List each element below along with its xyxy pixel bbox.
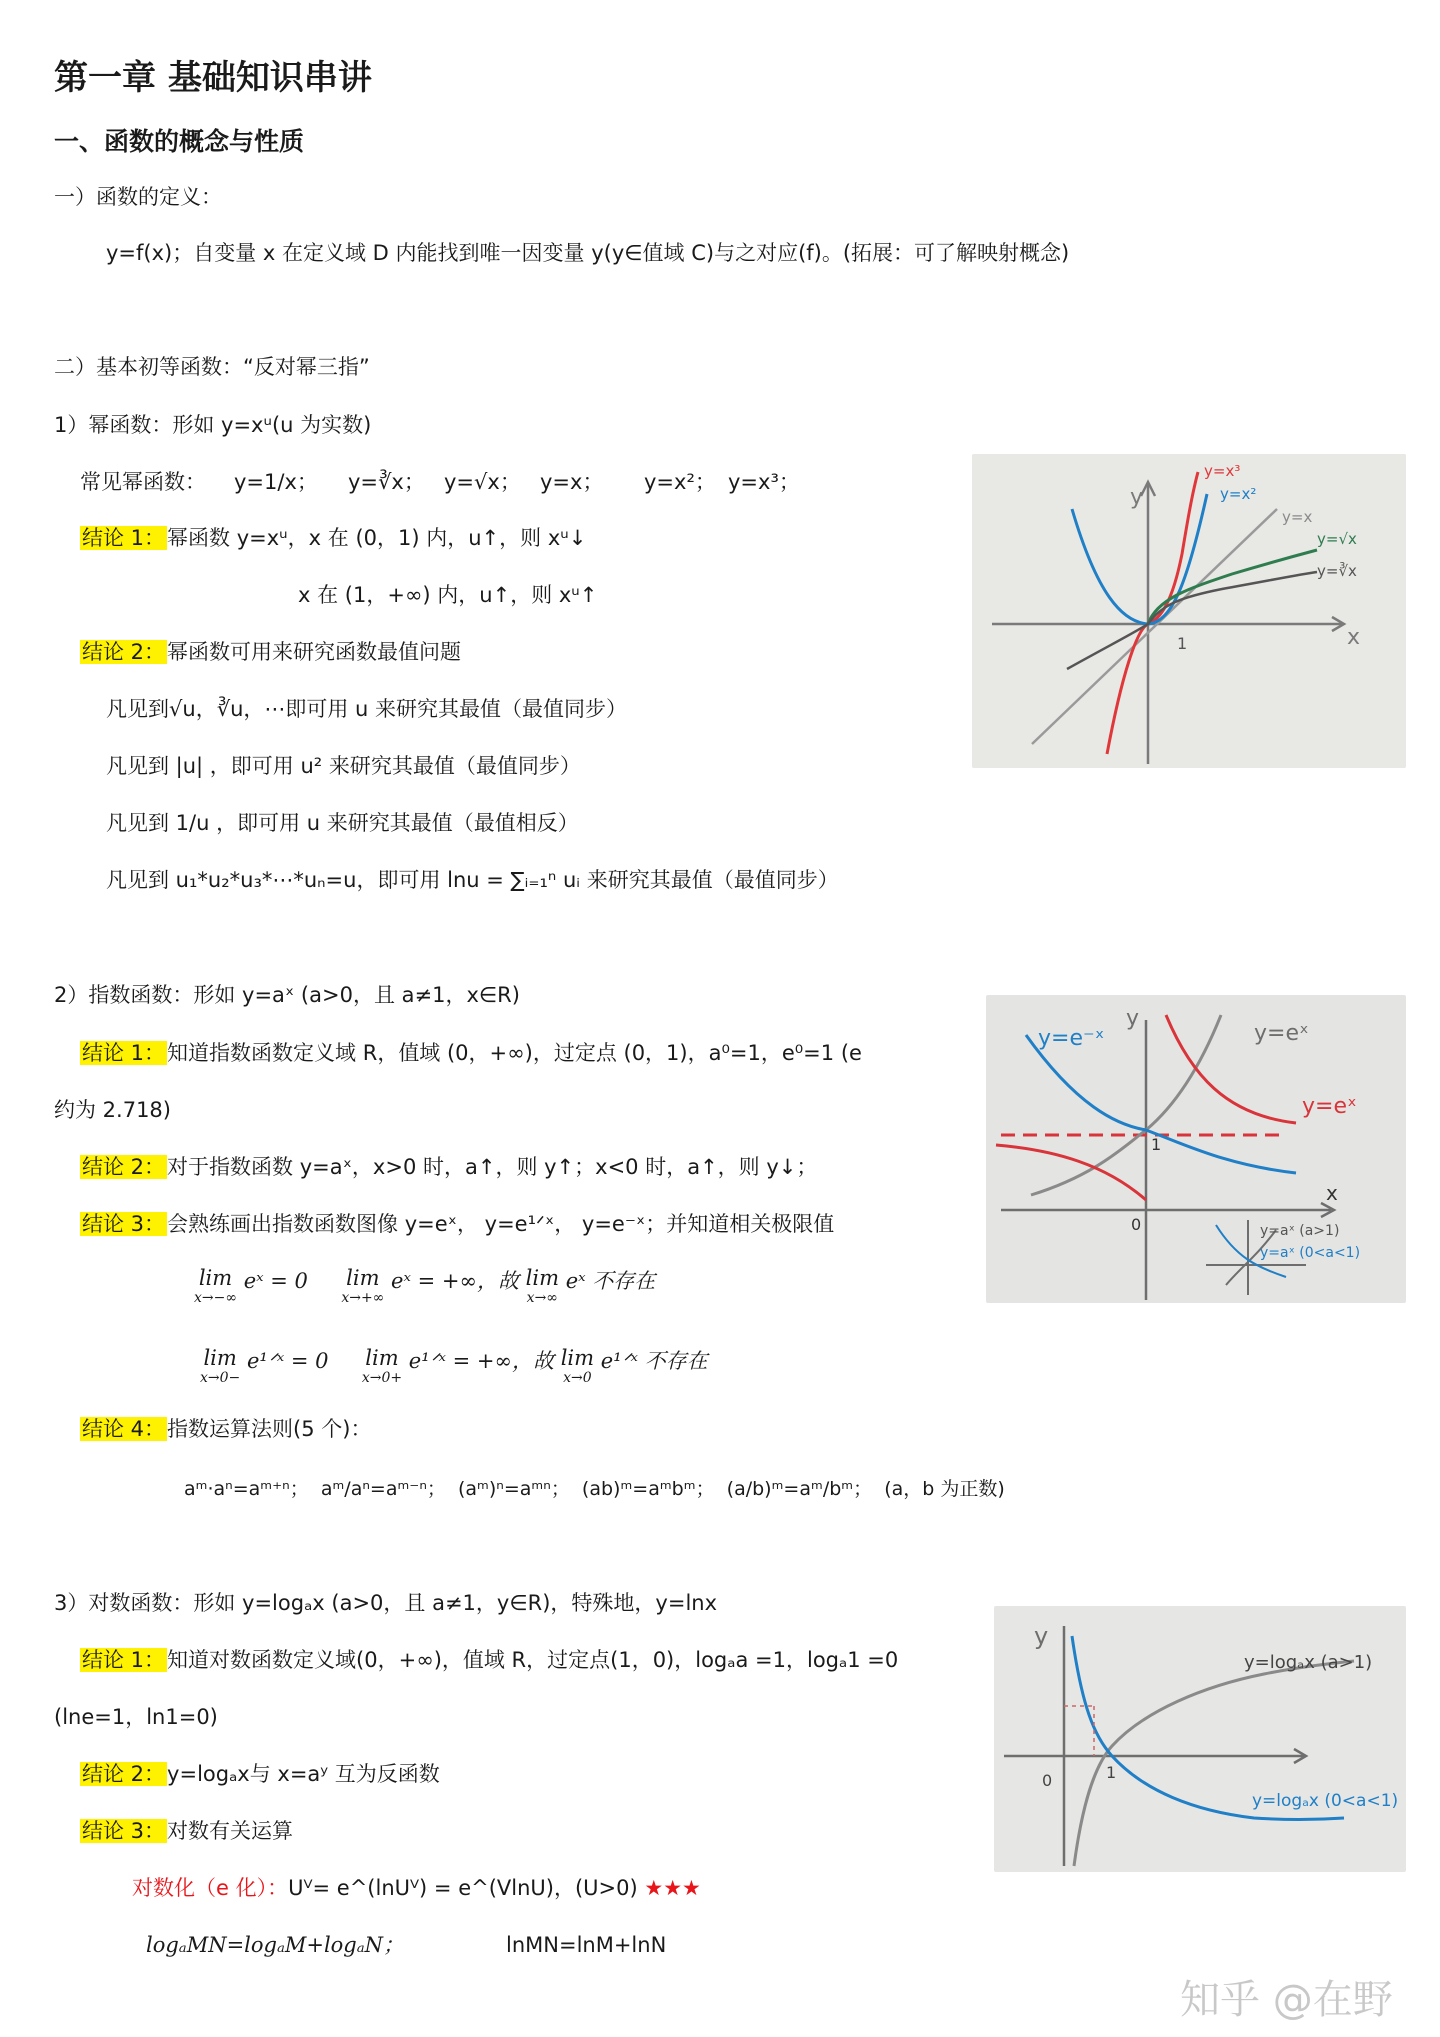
graph-label-one: 1 <box>1177 634 1188 653</box>
common-power-1: y=1/x； <box>234 470 318 494</box>
conclusion-tag: 结论 2： <box>82 640 166 664</box>
conclusion-tag: 结论 3： <box>82 1819 166 1843</box>
conclusion-tag: 结论 1： <box>82 526 166 550</box>
definition-text: y=f(x)；自变量 x 在定义域 D 内能找到唯一因变量 y(y∈值域 C)与之对应(f)。(拓展：可了解映射概念) <box>106 241 1070 265</box>
common-power-6: y=x³； <box>728 470 800 494</box>
graph-label-zero: 0 <box>1131 1215 1142 1234</box>
graph-label-inset-a-gt-1: y=aˣ (a>1) <box>1260 1223 1340 1239</box>
power-rule-2: 凡见到 |u| ，即可用 u² 来研究其最值（最值同步） <box>106 754 581 778</box>
power-function-heading: 1）幂函数：形如 y=xᵘ(u 为实数) <box>54 413 372 437</box>
limit-row-1 <box>194 1266 655 1306</box>
basic-functions-heading: 二）基本初等函数：“反对幂三指” <box>54 355 370 379</box>
graph-label-one: 1 <box>1151 1135 1162 1154</box>
conclusion-text: 对于指数函数 y=aˣ，x>0 时，a↑，则 y↑；x<0 时，a↑，则 y↓； <box>167 1155 818 1179</box>
log-conclusion-3 <box>80 1816 293 1846</box>
exp-conclusion-2 <box>80 1152 817 1182</box>
common-power-label: 常见幂函数： <box>80 470 206 494</box>
exp-rules: aᵐ·aⁿ=aᵐ⁺ⁿ； aᵐ/aⁿ=aᵐ⁻ⁿ； (aᵐ)ⁿ=aᵐⁿ； (ab)ᵐ=aᵐbᵐ； (a/b)ᵐ=aᵐ/bᵐ； (a，b 为正数) <box>184 1478 1005 1500</box>
power-rule-4: 凡见到 u₁*u₂*u₃*⋯*uₙ=u，即可用 lnu = ∑ᵢ₌₁ⁿ uᵢ 来研究其最值（最值同步） <box>106 868 839 892</box>
graph-label-y: y <box>1126 1006 1140 1031</box>
power-rule-1: 凡见到√u，∛u，⋯即可用 u 来研究其最值（最值同步） <box>106 697 628 721</box>
graph-label-inset-a-lt-1: y=aˣ (0<a<1) <box>1260 1245 1361 1261</box>
limit-value: e¹ᐟˣ = +∞，故 <box>408 1349 555 1373</box>
graph-label-e-neg-x: y=e⁻ˣ <box>1038 1026 1105 1051</box>
conclusion-tag: 结论 1： <box>82 1041 166 1065</box>
conclusion-text: 幂函数 y=xᵘ，x 在 (0，1) 内，u↑，则 xᵘ↓ <box>167 526 587 550</box>
graph-label-e-inv-x: y=eˣ <box>1302 1094 1357 1119</box>
section-heading: 一、函数的概念与性质 <box>54 127 305 156</box>
graph-label-linear: y=x <box>1282 508 1313 526</box>
limit-row-2 <box>200 1346 708 1386</box>
graph-label-y: y <box>1034 1622 1049 1650</box>
graph-label-x: x <box>1347 625 1361 650</box>
power-rule-3: 凡见到 1/u ，即可用 u 来研究其最值（最值相反） <box>106 811 579 835</box>
limit-expression: lim x→0− <box>200 1346 241 1386</box>
limit-value: eˣ 不存在 <box>565 1269 656 1293</box>
conclusion-tag: 结论 1： <box>82 1648 166 1672</box>
exp-function-graph <box>986 995 1406 1303</box>
graph-label-x: x <box>1326 1181 1338 1205</box>
graph-label-log-a-gt-1: y=logₐx (a>1) <box>1244 1652 1373 1673</box>
log-function-heading: 3）对数函数：形如 y=logₐx (a>0，且 a≠1，y∈R)，特殊地，y=lnx <box>54 1591 718 1615</box>
conclusion-text: 知道对数函数定义域(0，+∞)，值域 R，过定点(1，0)，logₐa =1，logₐ1 =0 <box>167 1648 899 1672</box>
limit-expression: lim x→0 <box>560 1346 595 1386</box>
conclusion-text: 幂函数可用来研究函数最值问题 <box>167 640 462 664</box>
limit-expression: lim x→−∞ <box>194 1266 238 1306</box>
conclusion-text: 知道指数函数定义域 R，值域 (0，+∞)，过定点 (0，1)，a⁰=1，e⁰=1 (e <box>167 1041 862 1065</box>
conclusion-tag: 结论 3： <box>82 1212 166 1236</box>
log-product-rule: logₐMN=logₐM+logₐN； <box>146 1933 405 1957</box>
graph-label-cbrt: y=∛x <box>1317 562 1357 580</box>
exp-conclusion-1 <box>80 1038 862 1068</box>
graph-label-zero: 0 <box>1042 1771 1053 1790</box>
exp-conclusion-1-line2: 约为 2.718) <box>54 1098 171 1122</box>
log-conclusion-2 <box>80 1759 440 1789</box>
graph-label-e-x: y=eˣ <box>1254 1021 1309 1046</box>
log-conclusion-1 <box>80 1645 898 1675</box>
common-power-3: y=√x； <box>444 470 521 494</box>
watermark: 知乎 @在野 <box>1180 1977 1393 2023</box>
conclusion-text: 对数有关运算 <box>167 1819 294 1843</box>
limit-value: e¹ᐟˣ = 0 <box>246 1349 329 1373</box>
limit-expression: lim x→∞ <box>525 1266 559 1306</box>
graph-label-cubic: y=x³ <box>1204 462 1241 480</box>
exp-conclusion-4 <box>80 1414 371 1444</box>
ln-product-rule: lnMN=lnM+lnN <box>506 1933 667 1957</box>
exp-conclusion-3 <box>80 1209 834 1239</box>
page-title: 第一章 基础知识串讲 <box>54 58 372 98</box>
limit-value: eˣ = +∞，故 <box>391 1269 519 1293</box>
common-power-5: y=x²； <box>644 470 716 494</box>
e-transform-formula: Uⱽ= e^(lnUⱽ) = e^(VlnU)，(U>0) <box>288 1876 638 1900</box>
log-conclusion-1-line2: (lne=1，ln1=0) <box>54 1705 218 1729</box>
power-conclusion-1-line2: x 在 (1，+∞) 内，u↑，则 xᵘ↑ <box>298 583 598 607</box>
limit-value: eˣ = 0 <box>243 1269 308 1293</box>
conclusion-tag: 结论 4： <box>82 1417 166 1441</box>
graph-label-sqrt: y=√x <box>1317 530 1357 548</box>
limit-value: e¹ᐟˣ 不存在 <box>600 1349 708 1373</box>
conclusion-tag: 结论 2： <box>82 1155 166 1179</box>
e-transform-label: 对数化（e 化）： <box>132 1876 289 1900</box>
exp-function-heading: 2）指数函数：形如 y=aˣ (a>0，且 a≠1，x∈R) <box>54 983 520 1007</box>
power-conclusion-2 <box>80 637 461 667</box>
conclusion-text: 指数运算法则(5 个)： <box>167 1417 372 1441</box>
power-conclusion-1 <box>80 523 586 553</box>
common-power-4: y=x； <box>540 470 604 494</box>
common-power-2: y=∛x； <box>348 470 425 494</box>
graph-label-log-a-lt-1: y=logₐx (0<a<1) <box>1252 1791 1399 1811</box>
limit-expression: lim x→0+ <box>361 1346 403 1386</box>
e-transform-line <box>132 1873 701 1903</box>
conclusion-text: y=logₐx与 x=aʸ 互为反函数 <box>167 1762 440 1786</box>
definition-heading: 一）函数的定义： <box>54 185 222 209</box>
graph-label-y: y <box>1130 485 1144 510</box>
conclusion-text: 会熟练画出指数函数图像 y=eˣ， y=e¹ᐟˣ， y=e⁻ˣ；并知道相关极限值 <box>167 1212 835 1236</box>
graph-label-one: 1 <box>1106 1763 1117 1782</box>
star-rating-icon: ★★★ <box>644 1876 701 1900</box>
conclusion-tag: 结论 2： <box>82 1762 166 1786</box>
log-function-graph <box>994 1606 1406 1872</box>
limit-expression: lim x→+∞ <box>341 1266 385 1306</box>
graph-label-square: y=x² <box>1220 485 1257 503</box>
power-function-graph <box>972 454 1406 768</box>
